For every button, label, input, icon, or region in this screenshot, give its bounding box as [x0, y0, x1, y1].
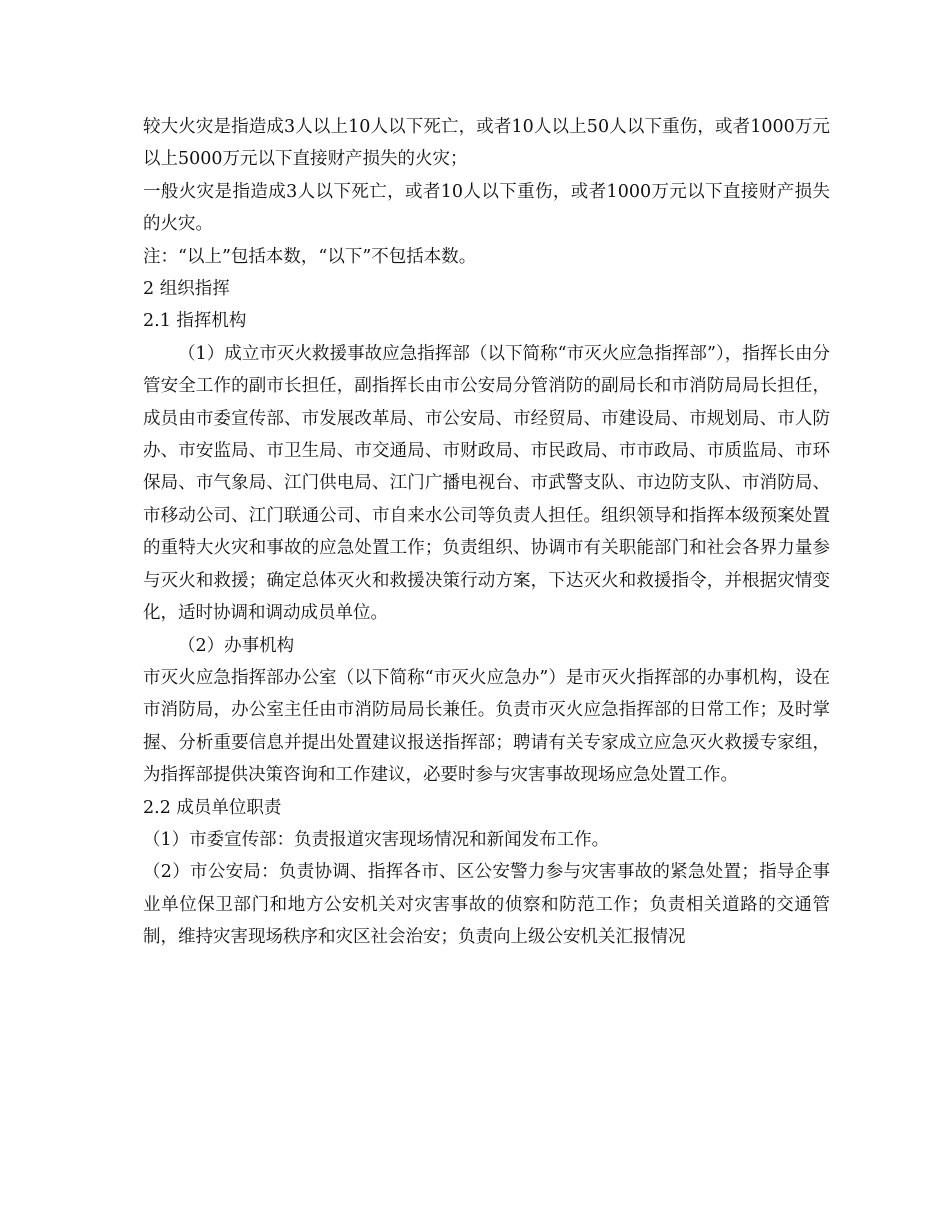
heading-section-2-2: 2.2 成员单位职责: [143, 797, 282, 818]
heading-section-2: 2 组织指挥: [143, 279, 230, 300]
paragraph-command-structure: （1）成立市灭火救援事故应急指挥部（以下简称“市灭火应急指挥部”），指挥长由分管安全工作的副市长担任，副指挥长由市公安局分管消防的副局长和市消防局局长担任，成员由市委宣传部、市发展改革局、市公安局、市经贸局、市建设局、市规划局、市人防办、市安监局、市卫生局、市交通局、市财政局、市民政局、市市政局、市质监局、市环保局、市气象局、江门供电局、江门广播电视台、市武警支队、市边防支队、市消防局、市移动公司、江门联通公司、市自来水公司等负责人担任。组织领导和指挥本级预案处置的重特大火灾和事故的应急处置工作；负责组织、协调市有关职能部门和社会各界力量参与灭火和救援；确定总体灭火和救援决策行动方案，下达灭火和救援指令，并根据灾情变化，适时协调和调动成员单位。: [143, 343, 830, 624]
paragraph-public-security-duty: （2）市公安局：负责协调、指挥各市、区公安警力参与灾害事故的紧急处置；指导企事业单位保卫部门和地方公安机关对灾害事故的侦察和防范工作；负责相关道路的交通管制，维持灾害现场秩序和灾区社会治安；负责向上级公安机关汇报情况: [143, 862, 830, 948]
paragraph-note: 注：“以上”包括本数，“以下”不包括本数。: [143, 246, 477, 267]
paragraph-propaganda-duty: （1）市委宣传部：负责报道灾害现场情况和新闻发布工作。: [143, 829, 610, 850]
paragraph-major-fire-definition: 较大火灾是指造成3人以上10人以下死亡，或者10人以上50人以下重伤，或者1000万元以上5000万元以下直接财产损失的火灾；: [143, 117, 830, 170]
paragraph-office-heading: （2）办事机构: [178, 635, 295, 656]
heading-section-2-1: 2.1 指挥机构: [143, 311, 247, 332]
paragraph-general-fire-definition: 一般火灾是指造成3人以下死亡，或者10人以下重伤，或者1000万元以下直接财产损失的火灾。: [143, 181, 830, 235]
paragraph-office-description: 市灭火应急指挥部办公室（以下简称“市灭火应急办”）是市灭火指挥部的办事机构，设在市消防局，办公室主任由市消防局局长兼任。负责市灭火应急指挥部的日常工作；及时掌握、分析重要信息并提出处置建议报送指挥部；聘请有关专家成立应急灭火救援专家组，为指挥部提供决策咨询和工作建议，必要时参与灾害事故现场应急处置工作。: [143, 667, 830, 786]
